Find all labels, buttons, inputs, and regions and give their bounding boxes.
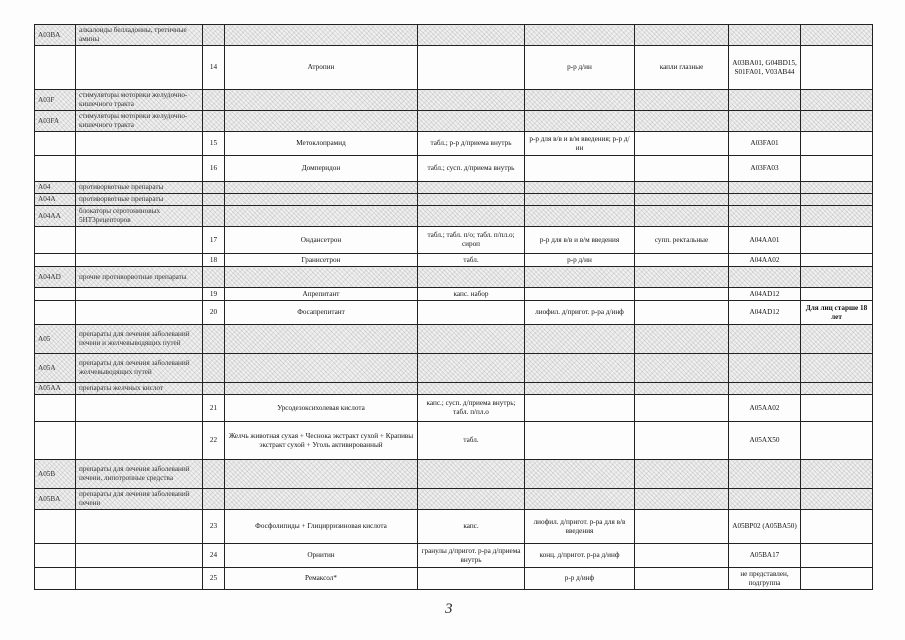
drug-row xyxy=(35,301,873,325)
other-form xyxy=(635,568,729,590)
note xyxy=(801,46,873,90)
drug-row xyxy=(35,254,873,267)
other-form xyxy=(635,132,729,156)
oral-form: капс.; сусп. д/приема внутрь; табл. п/пл.о xyxy=(418,395,525,422)
group-row xyxy=(35,90,873,111)
group-name: прочие противорвотные препараты xyxy=(76,267,203,288)
other-form xyxy=(635,288,729,301)
group-name: препараты для лечения заболеваний печени xyxy=(76,489,203,510)
drug-name: Урсодезоксихолевая кислота xyxy=(225,395,418,422)
oral-form xyxy=(418,46,525,90)
drug-row xyxy=(35,422,873,460)
drug-row xyxy=(35,132,873,156)
group-name: стимуляторы моторики желудочно-кишечного тракта xyxy=(76,90,203,111)
row-number: 17 xyxy=(203,227,225,254)
group-code: A03FA xyxy=(35,111,76,132)
atc-code: A04AD12 xyxy=(729,301,801,325)
drug-table xyxy=(34,24,873,590)
oral-form: табл.; табл. п/о; табл. п/пл.о; сироп xyxy=(418,227,525,254)
atc-code: не представлен, подгруппа xyxy=(729,568,801,590)
oral-form: табл. xyxy=(418,422,525,460)
note xyxy=(801,254,873,267)
atc-code: A05AX50 xyxy=(729,422,801,460)
group-code: A04AD xyxy=(35,267,76,288)
group-row xyxy=(35,460,873,489)
atc-code: A03FA01 xyxy=(729,132,801,156)
drug-row xyxy=(35,395,873,422)
drug-name: Метоклопрамид xyxy=(225,132,418,156)
drug-row xyxy=(35,156,873,182)
drug-row xyxy=(35,510,873,544)
drug-row xyxy=(35,227,873,254)
note xyxy=(801,544,873,568)
other-form: капли глазные xyxy=(635,46,729,90)
group-name: стимуляторы моторики желудочно-кишечного тракта xyxy=(76,111,203,132)
other-form: супп. ректальные xyxy=(635,227,729,254)
drug-name: Ондансетрон xyxy=(225,227,418,254)
oral-form: гранулы д/пригот. р-ра д/приема внутрь xyxy=(418,544,525,568)
group-row xyxy=(35,325,873,354)
note: Для лиц старше 18 лет xyxy=(801,301,873,325)
row-number: 21 xyxy=(203,395,225,422)
drug-row xyxy=(35,568,873,590)
row-number: 19 xyxy=(203,288,225,301)
other-form xyxy=(635,395,729,422)
group-name: препараты для лечения заболеваний желчевыводящих путей xyxy=(76,354,203,383)
group-name: препараты желчных кислот xyxy=(76,383,203,395)
row-number: 23 xyxy=(203,510,225,544)
drug-name: Домперидон xyxy=(225,156,418,182)
oral-form: табл.; р-р д/приема внутрь xyxy=(418,132,525,156)
group-name: препараты для лечения заболеваний печени, липотропные средства xyxy=(76,460,203,489)
injection-form: лиофил. д/пригот. р-ра д/инф xyxy=(525,301,635,325)
group-name: блокаторы серотониновых 5НТ3рецепторов xyxy=(76,206,203,227)
group-row xyxy=(35,194,873,206)
group-code: A03BA xyxy=(35,25,76,46)
group-code: A05BA xyxy=(35,489,76,510)
injection-form: конц. д/пригот. р-ра д/инф xyxy=(525,544,635,568)
group-row xyxy=(35,354,873,383)
atc-code: A03BA01, G04BD15, S01FA01, V03AB44 xyxy=(729,46,801,90)
oral-form xyxy=(418,568,525,590)
atc-code: A05BA17 xyxy=(729,544,801,568)
atc-code: A05BP02 (A05BA50) xyxy=(729,510,801,544)
oral-form: капс. xyxy=(418,510,525,544)
drug-name: Гранисетрон xyxy=(225,254,418,267)
group-row xyxy=(35,111,873,132)
drug-row xyxy=(35,544,873,568)
drug-name: Фосфолипиды + Глицирризиновая кислота xyxy=(225,510,418,544)
group-row xyxy=(35,182,873,194)
injection-form: р-р для в/в и в/м введения xyxy=(525,227,635,254)
note xyxy=(801,132,873,156)
row-number: 25 xyxy=(203,568,225,590)
row-number: 15 xyxy=(203,132,225,156)
note xyxy=(801,227,873,254)
injection-form: р-р д/ин xyxy=(525,254,635,267)
group-name: противорвотные препараты xyxy=(76,194,203,206)
note xyxy=(801,422,873,460)
oral-form: капс. набор xyxy=(418,288,525,301)
row-number: 24 xyxy=(203,544,225,568)
injection-form: р-р для в/в и в/м введения; р-р д/ин xyxy=(525,132,635,156)
row-number: 20 xyxy=(203,301,225,325)
group-row xyxy=(35,383,873,395)
group-row xyxy=(35,267,873,288)
other-form xyxy=(635,510,729,544)
group-name: противорвотные препараты xyxy=(76,182,203,194)
group-code: A04 xyxy=(35,182,76,194)
other-form xyxy=(635,254,729,267)
atc-code: A05AA02 xyxy=(729,395,801,422)
group-code: A05A xyxy=(35,354,76,383)
other-form xyxy=(635,422,729,460)
group-code: A03F xyxy=(35,90,76,111)
group-row xyxy=(35,25,873,46)
other-form xyxy=(635,301,729,325)
atc-code: A04AA02 xyxy=(729,254,801,267)
drug-name: Апрепитант xyxy=(225,288,418,301)
drug-name: Фосапрепитант xyxy=(225,301,418,325)
group-row xyxy=(35,206,873,227)
oral-form: табл.; сусп. д/приема внутрь xyxy=(418,156,525,182)
page-number: 3 xyxy=(445,601,453,617)
group-name: препараты для лечения заболеваний печени и желчевыводящих путей xyxy=(76,325,203,354)
injection-form xyxy=(525,156,635,182)
injection-form xyxy=(525,422,635,460)
injection-form xyxy=(525,395,635,422)
note xyxy=(801,568,873,590)
drug-name: Ремаксол* xyxy=(225,568,418,590)
note xyxy=(801,156,873,182)
group-code: A05B xyxy=(35,460,76,489)
note xyxy=(801,395,873,422)
injection-form: р-р д/ин xyxy=(525,46,635,90)
injection-form: р-р д/инф xyxy=(525,568,635,590)
injection-form: лиофил. д/пригот. р-ра для в/в введения xyxy=(525,510,635,544)
row-number: 22 xyxy=(203,422,225,460)
atc-code: A03FA03 xyxy=(729,156,801,182)
injection-form xyxy=(525,288,635,301)
note xyxy=(801,510,873,544)
atc-code: A04AD12 xyxy=(729,288,801,301)
group-code: A04AA xyxy=(35,206,76,227)
group-name: алкалоиды белладонны, третичные амины xyxy=(76,25,203,46)
group-code: A04A xyxy=(35,194,76,206)
group-code: A05AA xyxy=(35,383,76,395)
oral-form: табл. xyxy=(418,254,525,267)
row-number: 18 xyxy=(203,254,225,267)
atc-code: A04AA01 xyxy=(729,227,801,254)
drug-row xyxy=(35,288,873,301)
other-form xyxy=(635,544,729,568)
drug-name: Желчь животная сухая + Чеснока экстракт сухой + Крапивы экстракт сухой + Уголь активированный xyxy=(225,422,418,460)
row-number: 16 xyxy=(203,156,225,182)
drug-row xyxy=(35,46,873,90)
drug-name: Атропин xyxy=(225,46,418,90)
other-form xyxy=(635,156,729,182)
drug-name: Орнитин xyxy=(225,544,418,568)
note xyxy=(801,288,873,301)
oral-form xyxy=(418,301,525,325)
row-number: 14 xyxy=(203,46,225,90)
group-row xyxy=(35,489,873,510)
group-code: A05 xyxy=(35,325,76,354)
